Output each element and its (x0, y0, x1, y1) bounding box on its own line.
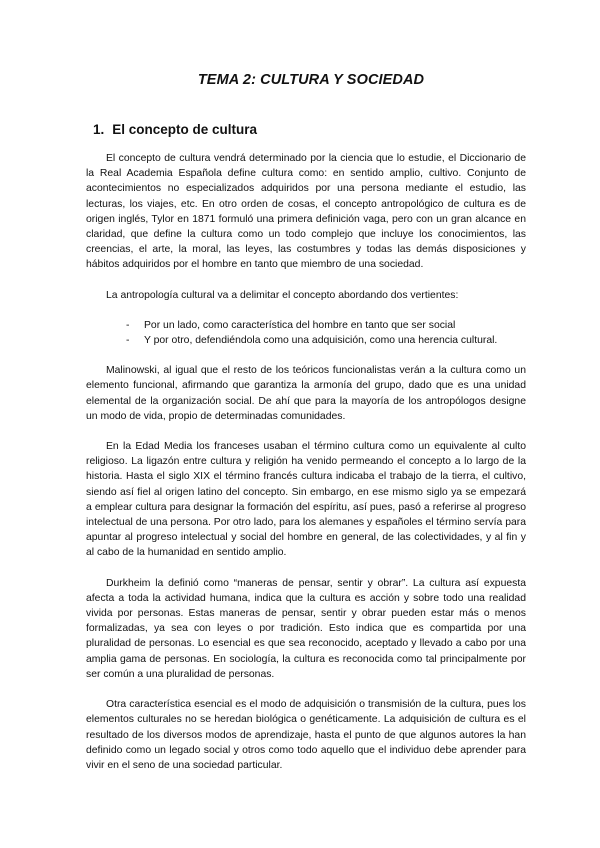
dash-marker: - (126, 319, 130, 331)
list-item (126, 333, 526, 348)
paragraph-2-intro: La antropología cultural va a delimitar el concepto abordando dos vertientes: (106, 289, 459, 301)
paragraph-3: Malinowski, al igual que el resto de los teóricos funcionalistas verán a la cultura como un elemento funcional, afirmando que garantiza la armonía del grupo, dado que es una unidad elemental de la organización social. De ahí que para la mayoría de los antropólogos designe un modo de vida, propio de determinadas comunidades. (86, 365, 526, 422)
list-item (126, 318, 526, 333)
list-item-text: Por un lado, como característica del hombre en tanto que ser social (144, 319, 456, 331)
section-heading (93, 122, 257, 137)
paragraph-6: Otra característica esencial es el modo de adquisición o transmisión de la cultura, pues los elementos culturales no se heredan biológica o genéticamente. La adquisición de cultura es el resultado de los diversos modos de aprendizaje, hasta el punto de que algunos autores la han definido como un legado social y otros como todo aquello que el individuo debe aprender para vivir en el seno de una sociedad particular. (86, 699, 526, 771)
paragraph-1: El concepto de cultura vendrá determinado por la ciencia que lo estudie, el Diccionario de la Real Academia Española define cultura como: en sentido amplio, cultivo. Conjunto de acontecimientos no especializados adquiridos por una persona mediante el estudio, las lecturas, los viajes, etc. En otro orden de cosas, el concepto antropológico de cultura es de origen inglés, Tylor en 1871 formuló una primera definición vaga, pero con un gran alcance en claridad, que define la cultura como un todo complejo que incluye los conocimientos, las creencias, el arte, la moral, las leyes, las costumbres y todas las demás disposiciones y hábitos adquiridos por el hombre en tanto que miembro de una sociedad. (86, 153, 526, 271)
dash-list (86, 318, 526, 348)
document-title: TEMA 2: CULTURA Y SOCIEDAD (197, 72, 425, 88)
dash-marker: - (126, 335, 130, 347)
section-heading-text: El concepto de cultura (112, 122, 258, 137)
list-item-text: Y por otro, defendiéndola como una adquisición, como una herencia cultural. (144, 335, 498, 347)
paragraph-4: En la Edad Media los franceses usaban el término cultura como un equivalente al culto religioso. La ligazón entre cultura y religión ha venido permeando el concepto a lo largo de la historia. Hasta el siglo XIX el término francés cultura indicaba el trabajo de la tierra, el cultivo, siendo así fiel al origen latino del concepto. Sin embargo, en ese mismo siglo ya se empezará a emplear cultura para designar la formación del espíritu, así pues, pasó a referirse al progreso intelectual de una persona. Por otro lado, para los alemanes y españoles el término servía para apuntar al progreso intelectual y social del hombre en general, de las colectividades, y al fin y al cabo de la humanidad en sentido amplio. (86, 441, 526, 559)
paragraph-5: Durkheim la definió como “maneras de pensar, sentir y obrar”. La cultura así expuesta afecta a toda la actividad humana, indica que la cultura es acción y sobre todo una realidad vivida por personas. Estas maneras de pensar, sentir y obrar pueden estar más o menos formalizadas, ya sea con leyes o por tradición. Esto indica que es compartida por una pluralidad de personas. Lo esencial es que sea reconocido, aceptado y llevado a cabo por una amplia gama de personas. En sociología, la cultura es reconocida como tal principalmente por ser común a una pluralidad de personas. (86, 577, 526, 680)
section-number: 1. (93, 122, 105, 137)
document-body (86, 151, 526, 788)
